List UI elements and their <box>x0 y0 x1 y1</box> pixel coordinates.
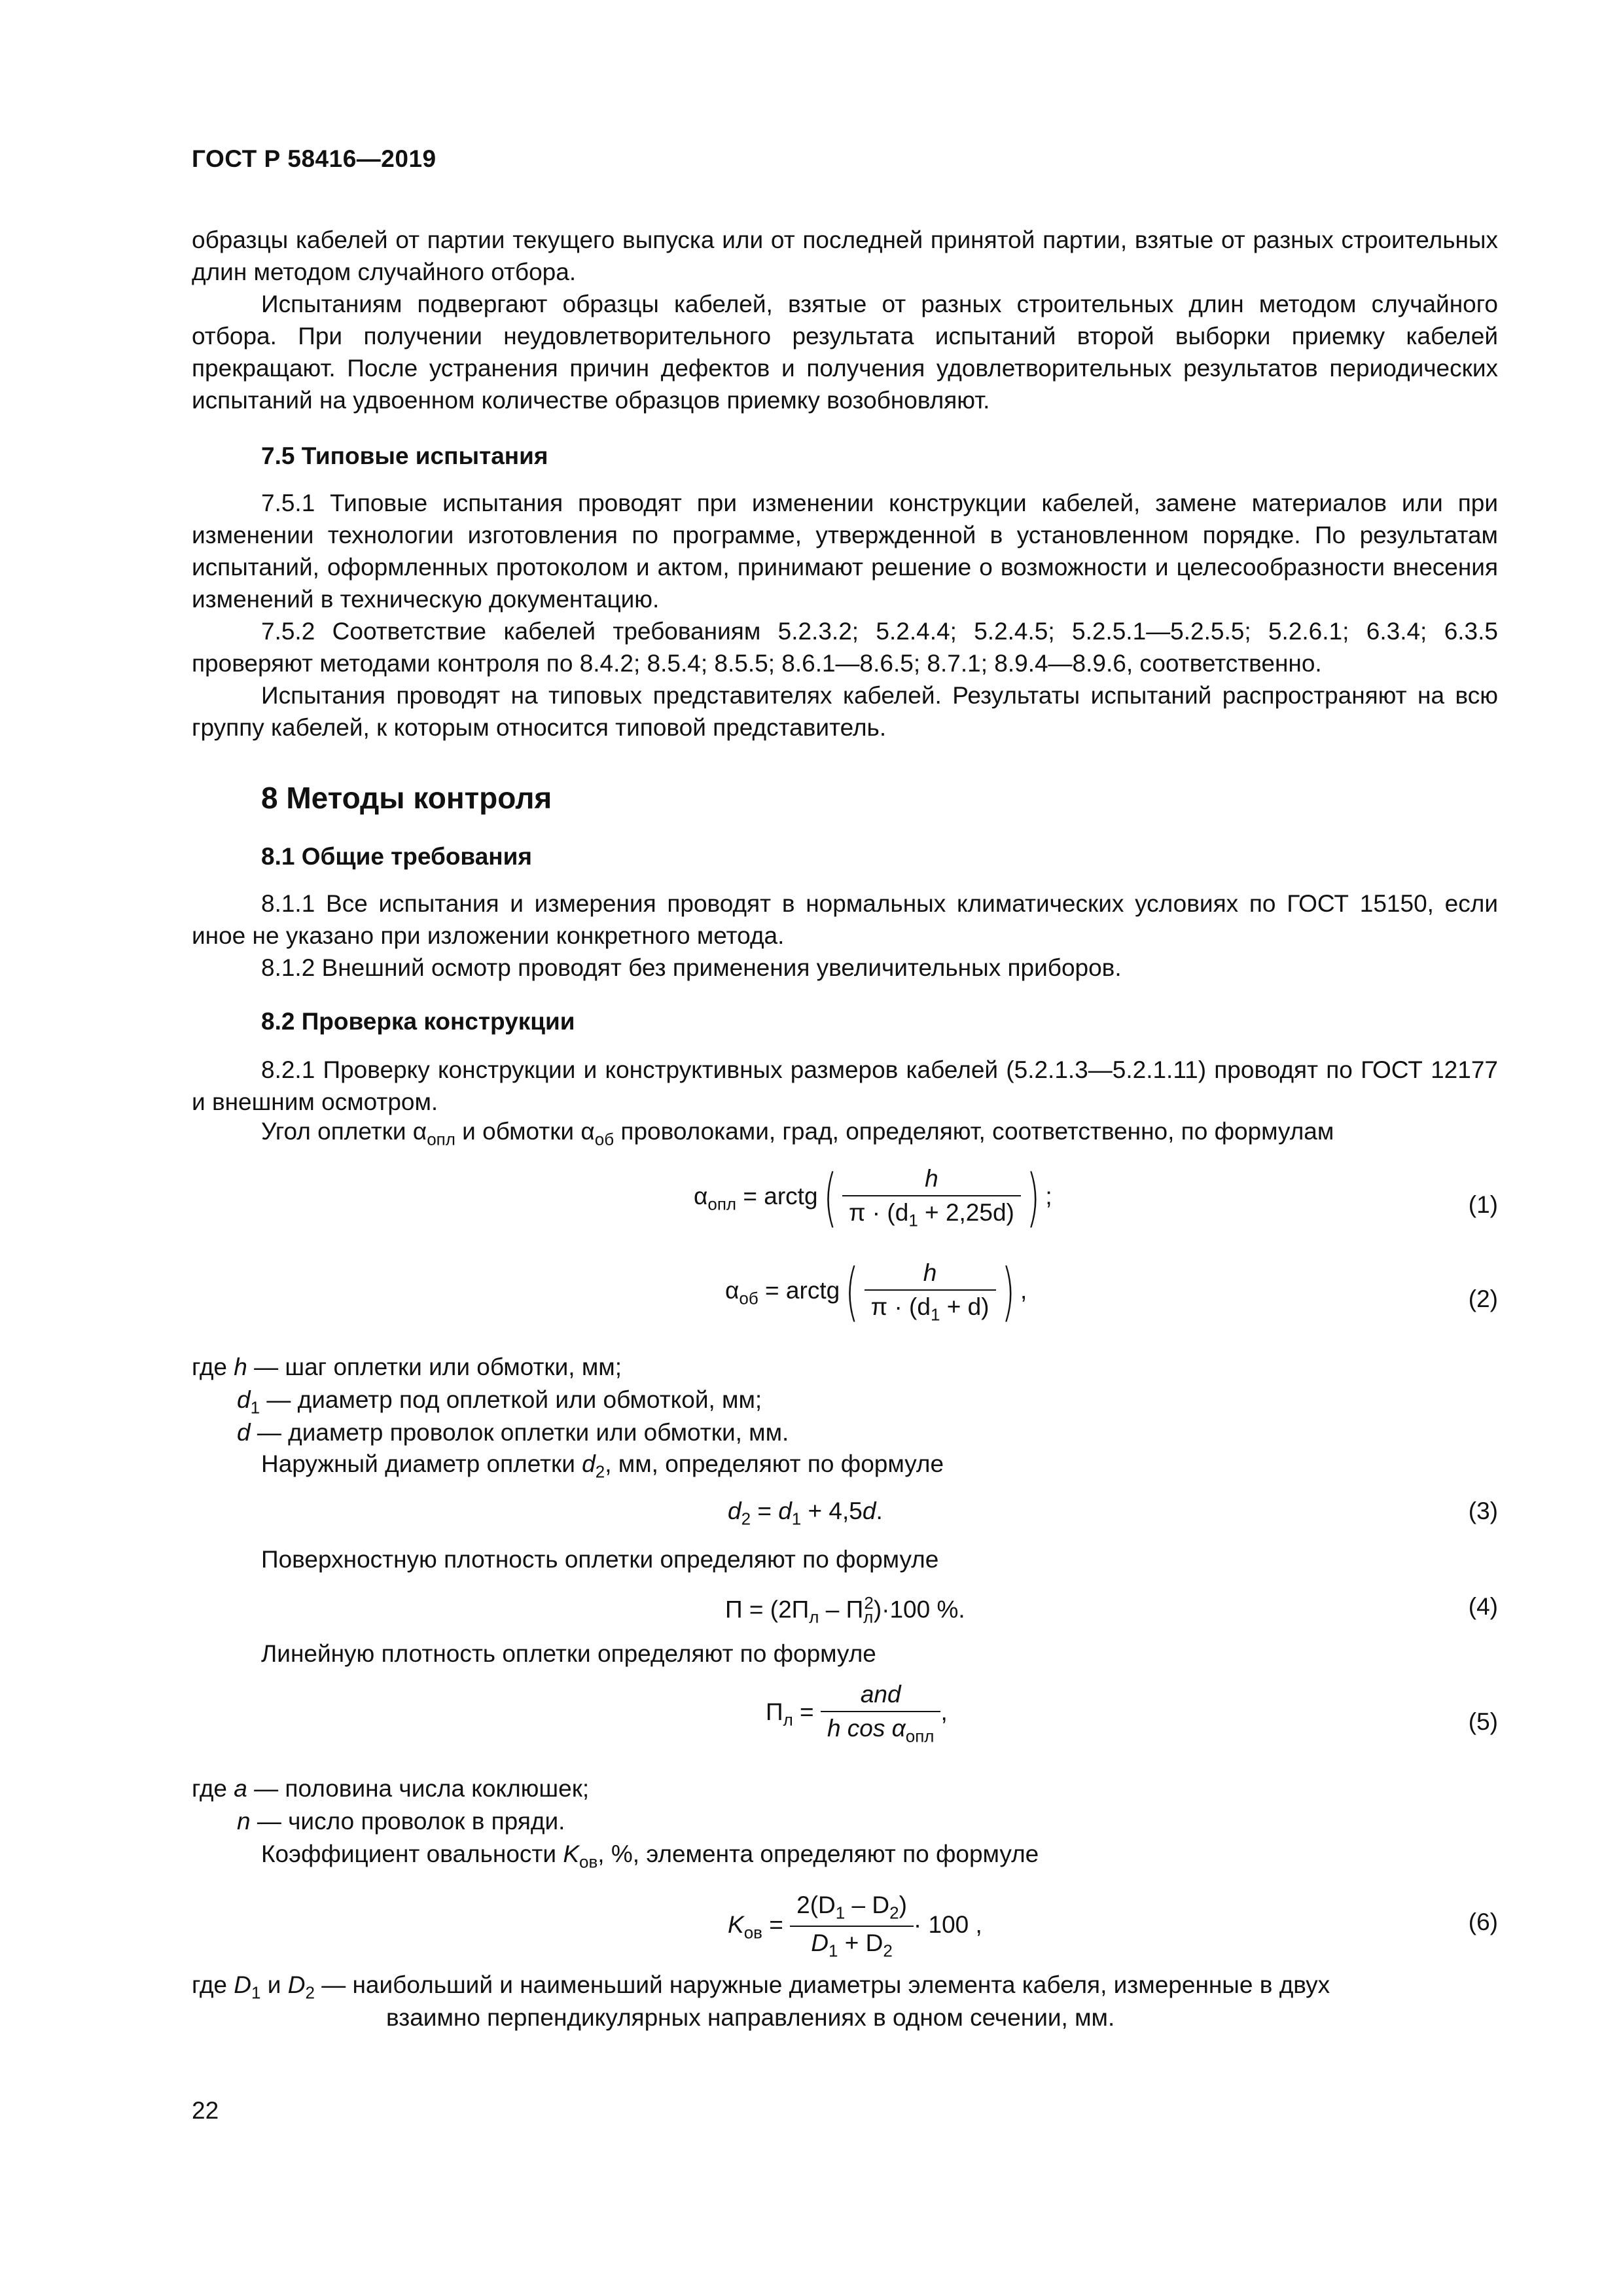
paragraph-angle: Угол оплетки $\alpha_{опл}$ и обмотки $\alpha_{об}$ проволоками, град, определяют, соответственно, по формулам <box>261 1118 1334 1149</box>
section-heading-8-1: 8.1 Общие требования <box>261 843 532 870</box>
equation-2-number: (2) <box>1468 1285 1498 1312</box>
equation-1-number: (1) <box>1468 1191 1498 1218</box>
where-a: где a — половина числа коклюшек; <box>192 1775 590 1802</box>
where-d: d — диаметр проволок оплетки или обмотки, мм. <box>237 1419 789 1446</box>
equation-6-number: (6) <box>1468 1909 1498 1935</box>
paragraph-8-1-1: 8.1.1 Все испытания и измерения проводят в нормальных климатических условиях по ГОСТ 15150, если иное не указано при изложении конкретного метода. <box>192 890 1498 949</box>
equation-1: $\alpha_{опл}$ = arctg( $\frac{h}{\pi \cdot (d_1 + 2,25d)}$ ) ; <box>694 1161 1052 1235</box>
page-number: 22 <box>192 2097 219 2124</box>
paragraph-7-5-2: 7.5.2 Соответствие кабелей требованиям 5.2.3.2; 5.2.4.4; 5.2.4.5; 5.2.5.1—5.2.5.5; 5.2.6.1; 6.3.4; 6.3.5 проверяют методами контроля по 8.4.2; 8.5.4; 8.5.5; 8.6.1—8.6.5; 8.7.1; 8.9.4—8.9.6, соответственно. <box>192 618 1498 677</box>
paragraph-tests: Испытаниям подвергают образцы кабелей, взятые от разных строительных длин методом случайного отбора. При получении неудовлетворительного результата испытаний второй выборки приемку кабелей прекращают. После устранения причин дефектов и получения удовлетворительных результатов периодических испытаний на удвоенном количестве образцов приемку возобновляют. <box>192 291 1498 414</box>
paragraph-7-5-3: Испытания проводят на типовых представителях кабелей. Результаты испытаний распространяют на всю группу кабелей, к которым относится типовой представитель. <box>192 682 1498 741</box>
paragraph-samples: образцы кабелей от партии текущего выпуска или от последней принятой партии, взятые от разных строительных длин методом случайного отбора. <box>192 226 1498 285</box>
equation-4-number: (4) <box>1468 1593 1498 1620</box>
section-heading-8: 8 Методы контроля <box>261 781 552 815</box>
equation-3-number: (3) <box>1468 1498 1498 1524</box>
paragraph-linear-density: Линейную плотность оплетки определяют по формуле <box>261 1640 876 1667</box>
paragraph-8-2-1: 8.2.1 Проверку конструкции и конструктивных размеров кабелей (5.2.1.3—5.2.1.11) проводят по ГОСТ 12177 и внешним осмотром. <box>192 1056 1498 1115</box>
equation-5: $П_л$ = $\frac{\text{and}}{h \cos \alpha_{опл}}$ , <box>766 1681 948 1746</box>
where-d1: $d_1$ — диаметр под оплеткой или обмоткой, мм; <box>237 1386 762 1418</box>
equation-4: $П = (2П_л - П_л^2)\cdot 100$ %. <box>725 1593 965 1627</box>
where-diameters-cont: взаимно перпендикулярных направлениях в одном сечении, мм. <box>386 2004 1115 2031</box>
section-heading-7-5: 7.5 Типовые испытания <box>261 442 548 469</box>
paragraph-outer-diameter: Наружный диаметр оплетки $d_2$, мм, определяют по формуле <box>261 1450 944 1482</box>
where-h: где h — шаг оплетки или обмотки, мм; <box>192 1354 622 1380</box>
equation-2: $\alpha_{об}$ = arctg( $\frac{h}{\pi \cdot (d_1 + d)}$ ) , <box>725 1255 1027 1329</box>
equation-6: $K_{ов}$ = $\frac{2(D_1 - D_2)}{D_1 + D_2}$ · 100 , <box>728 1892 982 1961</box>
paragraph-8-1-2: 8.1.2 Внешний осмотр проводят без применения увеличительных приборов. <box>261 954 1122 981</box>
page-header: ГОСТ Р 58416—2019 <box>192 145 437 172</box>
paragraph-ovality: Коэффициент овальности $K_{ов}$, %, элемента определяют по формуле <box>261 1840 1039 1872</box>
paragraph-7-5-1: 7.5.1 Типовые испытания проводят при изменении конструкции кабелей, замене материалов или при изменении технологии изготовления по программе, утвержденной в установленном порядке. По результатам испытаний, оформленных протоколом и актом, принимают решение о возможности и целесообразности внесения изменений в техническую документацию. <box>192 490 1498 613</box>
equation-5-number: (5) <box>1468 1708 1498 1735</box>
paragraph-surface-density: Поверхностную плотность оплетки определяют по формуле <box>261 1546 939 1573</box>
where-diameters: где $D_1$ и $D_2$ — наибольший и наименьший наружные диаметры элемента кабеля, измеренные в двух <box>192 1971 1330 2003</box>
section-heading-8-2: 8.2 Проверка конструкции <box>261 1008 575 1035</box>
where-n: n — число проволок в пряди. <box>237 1808 565 1835</box>
equation-3: $d_2 = d_1 + 4,5d$. <box>728 1498 883 1529</box>
